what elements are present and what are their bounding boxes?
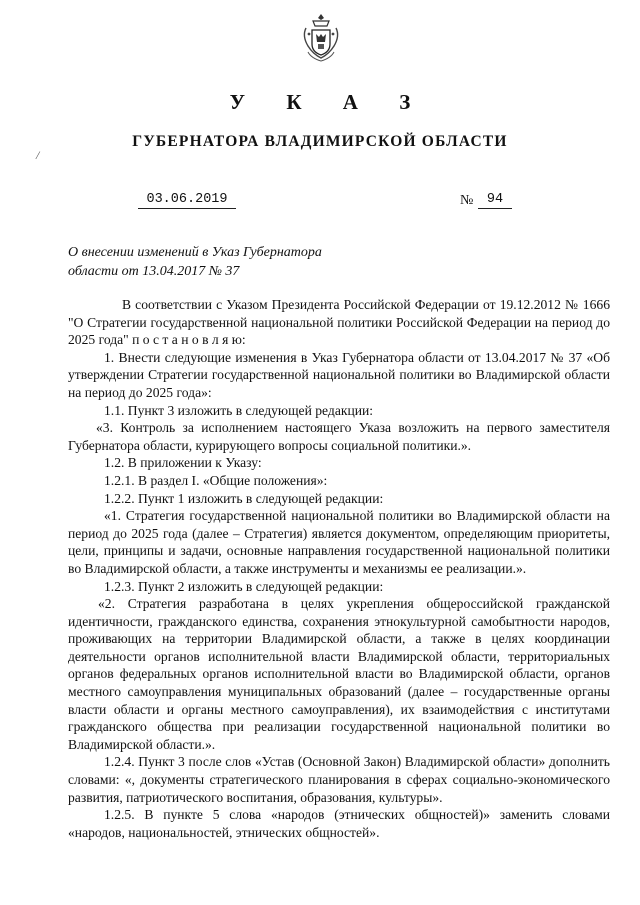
body-paragraph: 1.2. В приложении к Указу: [104, 455, 262, 471]
issuer-title: ГУБЕРНАТОРА ВЛАДИМИРСКОЙ ОБЛАСТИ [132, 133, 508, 150]
body-paragraph: 1.2.1. В раздел I. «Общие положения»: [104, 472, 328, 488]
body-paragraph: 1.2.5. В пункте 5 слова «народов (этнических общностей)» заменить словами «народов, национальностей, этнических общностей». [68, 807, 610, 840]
document-body [68, 296, 610, 841]
coat-of-arms-icon [300, 12, 342, 64]
document-number-label: № [460, 193, 474, 208]
document-date: 03.06.2019 [138, 192, 236, 209]
body-paragraph: В соответствии с Указом Президента Российской Федерации от 19.12.2012 № 1666 "О Стратегии государственной национальной политики Российской Федерации на период до 2025 года" п о с т а н о в л я ю: [68, 297, 610, 348]
heading-line: области от 13.04.2017 № 37 [68, 264, 240, 279]
document-number: 94 [478, 192, 512, 209]
heading-line: О внесении изменений в Указ Губернатора [68, 245, 322, 260]
body-paragraph: «3. Контроль за исполнением настоящего Указа возложить на первого заместителя Губернатора области, курирующего вопросы социальной политики.». [68, 420, 610, 453]
body-paragraph: «2. Стратегия разработана в целях укрепления общероссийской гражданской идентичности, гражданского единства, сохранения этнокультурной самобытности народов, проживающих на территории Владимирской области, а также в целях координации деятельности органов исполнительной власти Владимирской области, территориальных органов федеральных органов исполнительной власти во Владимирской области, органов местного самоуправления муниципальных образований (далее – государственные органы власти области и органы местного самоуправления), их взаимодействия с институтами гражданского общества при реализации государственной национальной политики во Владимирской области.». [68, 596, 610, 752]
body-paragraph: 1.2.3. Пункт 2 изложить в следующей редакции: [104, 578, 384, 594]
body-paragraph: 1.2.2. Пункт 1 изложить в следующей редакции: [104, 490, 384, 506]
document-title: У К А З [229, 90, 429, 114]
body-paragraph: «1. Стратегия государственной национальной политики во Владимирской области на период до 2025 года (далее – Стратегия) является документом, определяющим приоритеты, цели, принципы и задачи, основные направления государственной национальной политики во Владимирской области, а также инструменты и механизмы ее реализации.». [68, 508, 610, 576]
body-paragraph: 1. Внести следующие изменения в Указ Губернатора области от 13.04.2017 № 37 «Об утверждении Стратегии государственной национальной политики во Владимирской области на период до 2025 года»: [68, 349, 610, 400]
body-paragraph: 1.1. Пункт 3 изложить в следующей редакции: [104, 402, 374, 418]
body-paragraph: 1.2.4. Пункт 3 после слов «Устав (Основной Закон) Владимирской области» дополнить словами: «, документы стратегического планирования в сферах социально-экономического развития, патриотического воспитания, образования, культуры». [68, 754, 610, 805]
stray-mark: / [36, 148, 40, 162]
document-heading [68, 243, 322, 281]
